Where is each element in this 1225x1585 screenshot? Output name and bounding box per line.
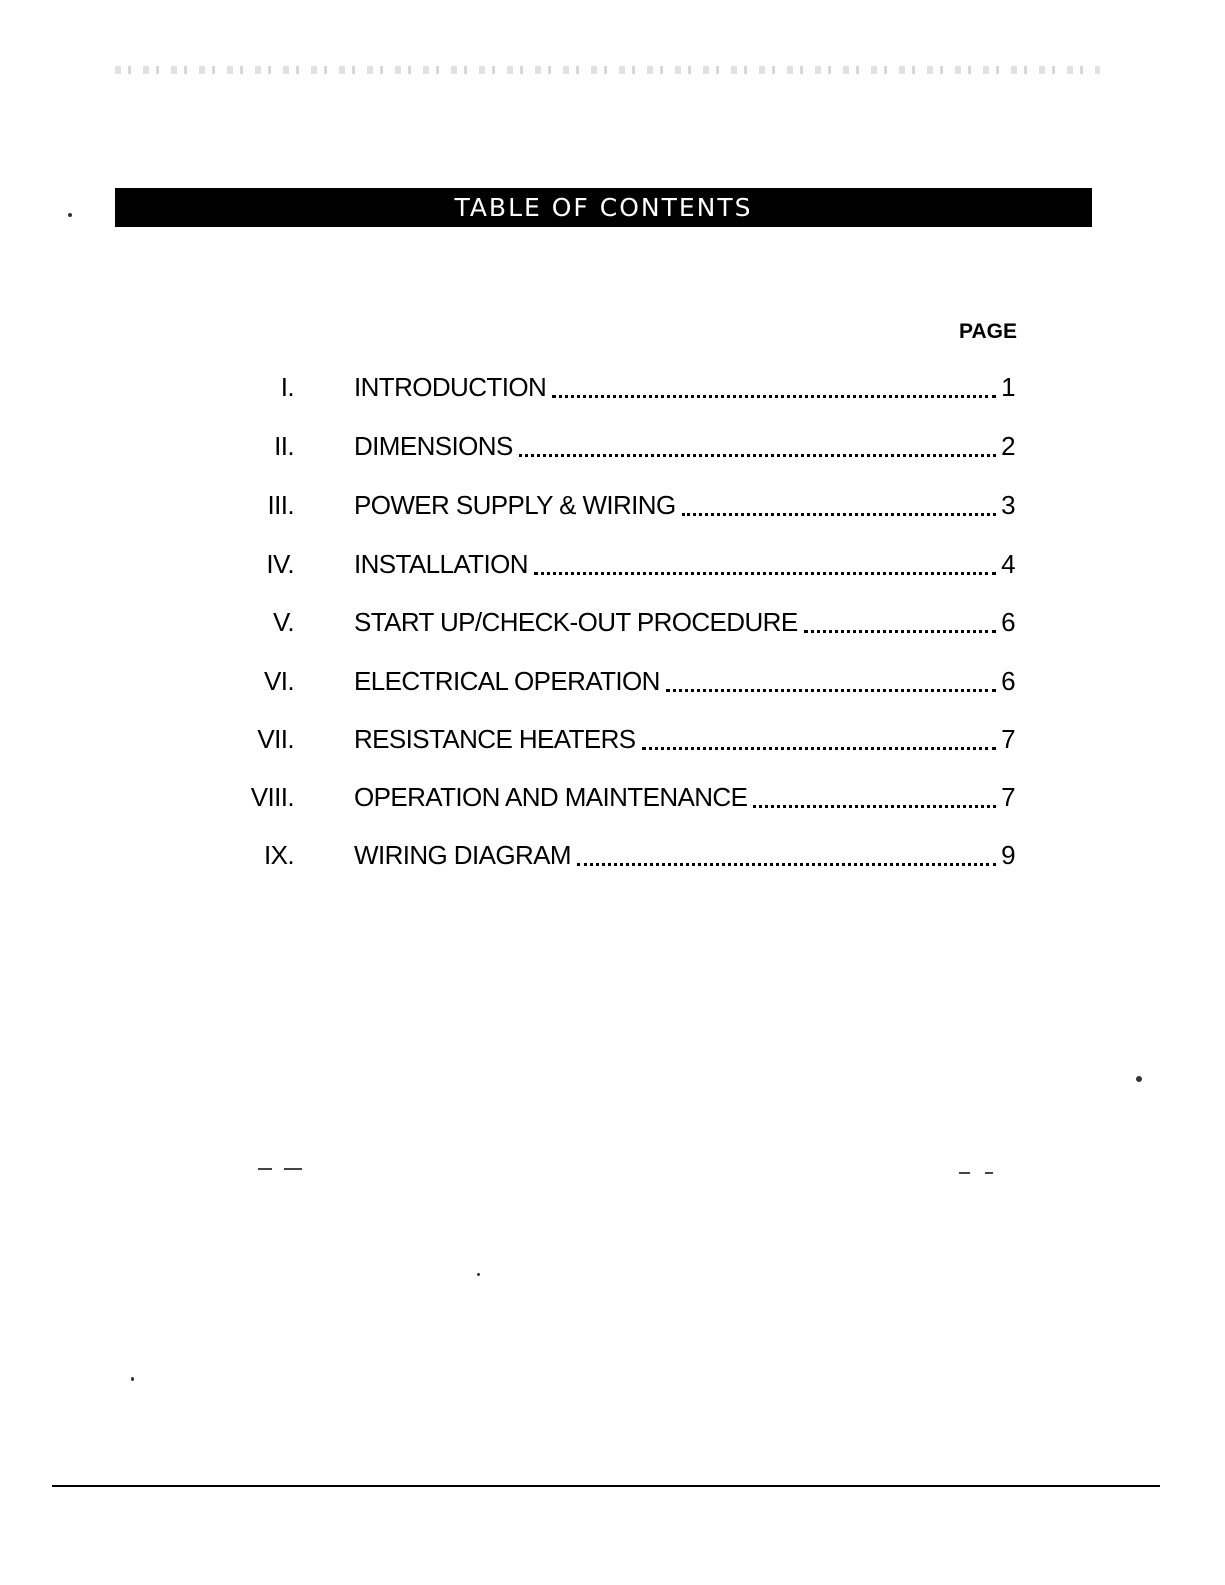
toc-title: WIRING DIAGRAM xyxy=(354,840,571,870)
dot-leader xyxy=(666,689,996,692)
scan-speck xyxy=(68,213,72,217)
dot-leader xyxy=(642,747,996,750)
dot-leader xyxy=(577,863,996,866)
scan-dash xyxy=(258,1168,272,1170)
scan-dash xyxy=(985,1172,993,1174)
toc-number: I. xyxy=(280,372,294,402)
dot-leader xyxy=(534,572,996,575)
toc-title: POWER SUPPLY & WIRING xyxy=(354,490,676,520)
toc-page-number: 7 xyxy=(1001,782,1015,812)
toc-page-number: 6 xyxy=(1001,666,1015,696)
toc-row[interactable] xyxy=(230,490,1015,524)
dot-leader xyxy=(519,454,996,457)
toc-title: START UP/CHECK-OUT PROCEDURE xyxy=(354,607,798,637)
toc-page-number: 3 xyxy=(1001,490,1015,520)
toc-page-number: 2 xyxy=(1001,431,1015,461)
toc-number: VIII. xyxy=(250,782,294,812)
toc-row[interactable] xyxy=(230,840,1015,874)
scan-speck xyxy=(131,1377,134,1381)
bottom-rule xyxy=(52,1485,1160,1487)
toc-page-number: 1 xyxy=(1001,372,1015,402)
toc-title: RESISTANCE HEATERS xyxy=(354,724,636,754)
toc-page-number: 6 xyxy=(1001,607,1015,637)
toc-row[interactable] xyxy=(230,666,1015,700)
toc-number: IX. xyxy=(264,840,294,870)
page-title: TABLE OF CONTENTS xyxy=(454,193,753,222)
toc-number: VI. xyxy=(264,666,294,696)
toc-page-number: 4 xyxy=(1001,549,1015,579)
toc-row[interactable] xyxy=(230,607,1015,641)
dot-leader xyxy=(753,805,996,808)
scan-speck xyxy=(1136,1076,1142,1082)
toc-number: II. xyxy=(274,431,294,461)
toc-title: INTRODUCTION xyxy=(354,372,547,402)
dot-leader xyxy=(552,395,996,398)
title-bar xyxy=(115,188,1092,227)
toc-row[interactable] xyxy=(230,782,1015,816)
scan-speck xyxy=(477,1273,480,1276)
dot-leader xyxy=(682,513,996,516)
toc-number: IV. xyxy=(266,549,294,579)
toc-title: DIMENSIONS xyxy=(354,431,513,461)
scan-dash xyxy=(284,1168,302,1170)
toc-title: ELECTRICAL OPERATION xyxy=(354,666,660,696)
toc-row[interactable] xyxy=(230,372,1015,406)
toc-row[interactable] xyxy=(230,431,1015,465)
toc-title: INSTALLATION xyxy=(354,549,528,579)
toc-number: V. xyxy=(273,607,294,637)
toc-page-number: 7 xyxy=(1001,724,1015,754)
toc-number: VII. xyxy=(257,724,294,754)
scan-artifact-strip xyxy=(115,66,1100,74)
dot-leader xyxy=(804,630,996,633)
toc-row[interactable] xyxy=(230,549,1015,583)
toc-row[interactable] xyxy=(230,724,1015,758)
page-column-label: PAGE xyxy=(959,320,1017,343)
toc-number: III. xyxy=(267,490,294,520)
scan-dash xyxy=(959,1172,970,1174)
toc-page-number: 9 xyxy=(1001,840,1015,870)
toc-title: OPERATION AND MAINTENANCE xyxy=(354,782,748,812)
